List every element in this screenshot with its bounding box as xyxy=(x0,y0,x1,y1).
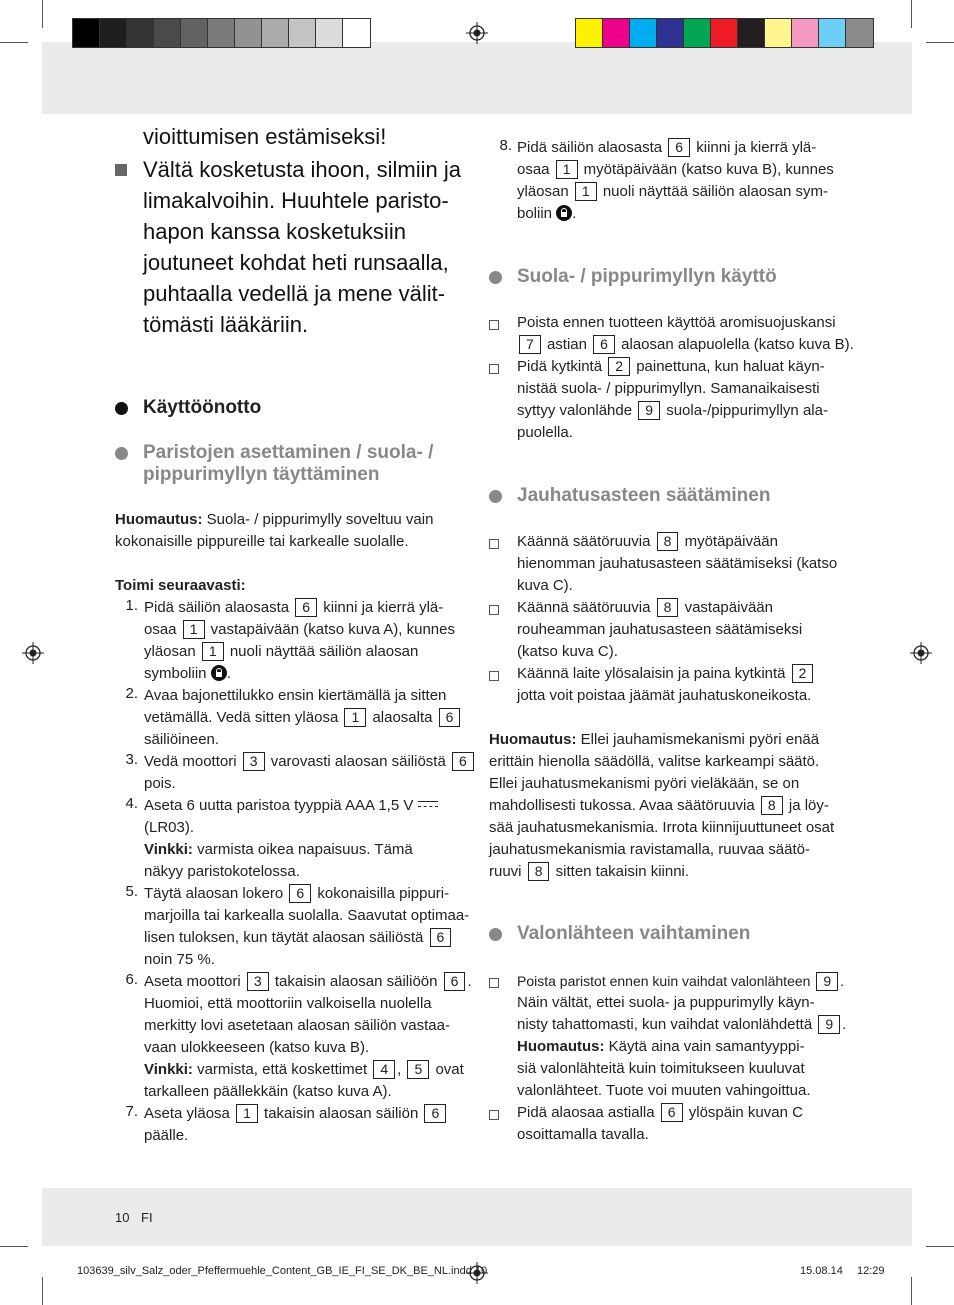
heading-text: Jauhatusasteen säätäminen xyxy=(517,485,771,506)
text: varovasti alaosan säiliöstä xyxy=(270,753,446,770)
text: astian xyxy=(546,336,587,353)
checkbox-bullet-icon xyxy=(489,320,499,330)
part-ref-box: 6 xyxy=(289,884,311,903)
text: . xyxy=(572,205,577,222)
step-7-line: päälle. xyxy=(144,1127,189,1144)
step-1-line xyxy=(144,663,231,685)
color-swatch xyxy=(738,19,765,47)
grayscale-color-bar xyxy=(72,18,371,48)
text: , xyxy=(397,1061,402,1078)
part-ref-box: 8 xyxy=(657,598,679,617)
part-ref-box: 1 xyxy=(556,160,578,179)
step-5-line xyxy=(144,883,449,905)
part-ref-box: 9 xyxy=(818,1015,840,1034)
part-ref-box: 6 xyxy=(444,972,466,991)
grind-item-2 xyxy=(517,597,773,619)
color-swatch xyxy=(154,19,181,47)
crop-mark xyxy=(42,0,43,28)
use-item-2: nistää suola- / pippurimyllyn. Samanaikaisesti xyxy=(517,380,820,397)
text: boliin xyxy=(517,205,553,222)
text: varmista oikea napaisuus. Tämä xyxy=(192,841,413,858)
crop-mark xyxy=(926,42,954,43)
text: Pidä säiliön alaosasta xyxy=(517,139,663,156)
color-swatch xyxy=(711,19,738,47)
slug-date: 15.08.14 xyxy=(800,1265,843,1277)
text: vastapäivään (katso kuva A), kunnes xyxy=(210,621,455,638)
part-ref-box: 1 xyxy=(575,182,597,201)
text: Käännä säätöruuvia xyxy=(517,599,651,616)
part-ref-box: 9 xyxy=(816,972,838,991)
language-code: FI xyxy=(141,1210,153,1225)
registration-mark-icon xyxy=(910,642,932,664)
warning-line: puhtaalla vedellä ja mene välit- xyxy=(143,281,446,306)
light-item-1: Näin vältät, ettei suola- ja puppurimylly käyn- xyxy=(517,994,815,1011)
part-ref-box: 7 xyxy=(519,335,541,354)
registration-mark-icon xyxy=(466,22,488,44)
step-5-line: marjoilla tai karkealla suolalla. Saavutat optimaa- xyxy=(144,907,470,924)
lock-icon xyxy=(556,205,572,221)
lock-icon xyxy=(211,665,227,681)
step-number: 3. xyxy=(125,751,138,768)
part-ref-box: 1 xyxy=(183,620,205,639)
grind-item-1: kuva C). xyxy=(517,577,573,594)
file-slug: 103639_silv_Salz_oder_Pfeffermuehle_Content_GB_IE_FI_SE_DK_BE_NL.indd 10 xyxy=(77,1265,488,1277)
heading-text: Valonlähteen vaihtaminen xyxy=(517,923,751,944)
registration-mark-icon xyxy=(22,642,44,664)
use-item-2: puolella. xyxy=(517,424,573,441)
warning-line: tömästi lääkäriin. xyxy=(143,312,309,337)
text: . xyxy=(467,973,472,990)
color-swatch xyxy=(576,19,603,47)
light-item-2 xyxy=(517,1102,803,1124)
heading-text: Suola- / pippurimyllyn käyttö xyxy=(517,266,777,287)
step-4-line: (LR03). xyxy=(144,819,195,836)
checkbox-bullet-icon xyxy=(489,539,499,549)
part-ref-box: 2 xyxy=(608,357,630,376)
part-ref-box: 6 xyxy=(668,138,690,157)
step-3-line: pois. xyxy=(144,775,176,792)
step-1-line xyxy=(144,619,455,641)
color-swatch xyxy=(657,19,684,47)
note-text: Suola- / pippurimylly soveltuu vain xyxy=(202,511,434,528)
warning-line: hapon kanssa kosketuksiin xyxy=(143,219,406,244)
text: . xyxy=(226,665,231,682)
crop-mark xyxy=(911,1277,912,1305)
color-swatch xyxy=(684,19,711,47)
step-number: 1. xyxy=(125,597,138,614)
text: alaosan alapuolella (katso kuva B). xyxy=(621,336,854,353)
part-ref-box: 8 xyxy=(657,532,679,551)
text: ja löy- xyxy=(788,797,829,814)
step-number: 2. xyxy=(125,685,138,702)
color-swatch xyxy=(127,19,154,47)
grind-item-3: jotta voit poistaa jäämät jauhatuskoneikosta. xyxy=(517,687,812,704)
step-6-tip: tarkalleen päällekkäin (katso kuva A). xyxy=(144,1083,392,1100)
part-ref-box: 6 xyxy=(661,1103,683,1122)
color-swatch xyxy=(792,19,819,47)
color-swatch xyxy=(316,19,343,47)
text: Täytä alaosan lokero xyxy=(144,885,284,902)
text: nisty tahattomasti, kun vaihdat valonlähdettä xyxy=(517,1016,813,1033)
bullet-dot-icon xyxy=(489,928,502,941)
text: kiinni ja kierrä ylä- xyxy=(323,599,444,616)
crop-mark xyxy=(42,1277,43,1305)
text: Aseta 6 uutta paristoa tyyppiä AAA 1,5 V xyxy=(144,797,414,814)
step-2-line: Avaa bajonettilukko ensin kiertämällä ja sitten xyxy=(144,687,447,704)
step-number: 5. xyxy=(125,883,138,900)
grind-item-2: (katso kuva C). xyxy=(517,643,618,660)
color-swatch xyxy=(208,19,235,47)
text: osaa xyxy=(144,621,177,638)
text: painettuna, kun haluat käyn- xyxy=(636,358,825,375)
checkbox-bullet-icon xyxy=(489,605,499,615)
color-swatch xyxy=(100,19,127,47)
step-5-line: noin 75 %. xyxy=(144,951,215,968)
steps-label xyxy=(115,575,246,597)
part-ref-box: 3 xyxy=(243,752,265,771)
use-item-2 xyxy=(517,400,828,422)
grind-note-line: Ellei jauhatusmekanismi pyöri vieläkään, se on xyxy=(489,775,800,792)
step-6-line: vaan ulokkeeseen (katso kuva B). xyxy=(144,1039,370,1056)
text: suola-/pippurimyllyn ala- xyxy=(666,402,828,419)
step-1-line xyxy=(144,641,418,663)
part-ref-box: 8 xyxy=(528,862,550,881)
step-8-line xyxy=(517,159,834,181)
text: myötäpäivään (katso kuva B), kunnes xyxy=(583,161,834,178)
text: Aseta yläosa xyxy=(144,1105,230,1122)
square-bullet-icon xyxy=(115,164,127,176)
text: Ellei jauhamismekanismi pyöri enää xyxy=(576,731,820,748)
text: sitten takaisin kiinni. xyxy=(555,863,690,880)
grind-note-line: erittäin hienolla säädöllä, valitse karkeampi säätö. xyxy=(489,753,820,770)
note-line xyxy=(115,509,433,531)
grind-item-1 xyxy=(517,531,778,553)
text: Pidä alaosaa astialla xyxy=(517,1104,655,1121)
light-item-1-note: valonlähteet. Tuote voi muuten vahingoittua. xyxy=(517,1082,811,1099)
color-swatch xyxy=(603,19,630,47)
note-label: Huomautus: xyxy=(489,731,577,748)
heading-text: Paristojen asettaminen / suola- / xyxy=(143,442,434,463)
color-swatch xyxy=(262,19,289,47)
grind-note-line xyxy=(489,795,829,817)
text: nuoli näyttää säiliön alaosan sym- xyxy=(602,183,828,200)
grind-note-line xyxy=(489,861,689,883)
step-7-line xyxy=(144,1103,448,1125)
step-4-line xyxy=(144,795,438,817)
use-item-2 xyxy=(517,356,825,378)
step-number: 8. xyxy=(499,137,512,154)
color-swatch xyxy=(819,19,846,47)
bullet-dot-icon xyxy=(115,447,128,460)
slug-time: 12:29 xyxy=(857,1265,885,1277)
text: ruuvi xyxy=(489,863,522,880)
light-item-1-note: siä valonlähteitä kuin toimitukseen kuuluvat xyxy=(517,1060,805,1077)
text: takaisin alaosan säiliöön xyxy=(274,973,438,990)
light-item-1 xyxy=(517,1014,846,1036)
light-item-2: osoittamalla tavalla. xyxy=(517,1126,649,1143)
text: . xyxy=(840,973,845,989)
step-4-tip xyxy=(144,839,413,861)
note-line: kokonaisille pippureille tai karkealle suolalle. xyxy=(115,533,409,550)
light-item-1 xyxy=(517,970,844,992)
text: Pidä säiliön alaosasta xyxy=(144,599,290,616)
text: vetämällä. Vedä sitten yläosa xyxy=(144,709,339,726)
part-ref-box: 3 xyxy=(247,972,269,991)
text: Vedä moottori xyxy=(144,753,237,770)
bullet-dot-icon xyxy=(489,271,502,284)
text: Käännä säätöruuvia xyxy=(517,533,651,550)
step-6-line: merkitty lovi asetetaan alaosan säiliön vastaa- xyxy=(144,1017,450,1034)
text: alaosalta xyxy=(372,709,433,726)
warning-line: joutuneet kohdat heti runsaalla, xyxy=(143,250,449,275)
step-8-line xyxy=(517,203,576,225)
heading-text: Käyttöönotto xyxy=(143,397,262,418)
grind-note-line: sää jauhatusmekanismia. Irrota kiinnijuuttuneet osat xyxy=(489,819,835,836)
top-band xyxy=(42,42,912,114)
intro-text xyxy=(143,121,503,152)
text: symboliin xyxy=(144,665,207,682)
process-color-bar xyxy=(575,18,874,48)
note-label: Huomautus: xyxy=(517,1038,605,1055)
warning-line: limakalvoihin. Huuhtele paristo- xyxy=(143,188,449,213)
text: Aseta moottori xyxy=(144,973,241,990)
crop-mark xyxy=(0,1246,28,1247)
step-2-line xyxy=(144,707,462,729)
bullet-dot-icon xyxy=(489,490,502,503)
part-ref-box: 9 xyxy=(638,401,660,420)
step-6-line: Huomioi, että moottoriin valkoisella nuolella xyxy=(144,995,432,1012)
part-ref-box: 8 xyxy=(761,796,783,815)
part-ref-box: 6 xyxy=(295,598,317,617)
step-number: 7. xyxy=(125,1103,138,1120)
color-swatch xyxy=(181,19,208,47)
warning-text xyxy=(143,154,503,340)
light-item-1-note xyxy=(517,1036,805,1058)
tip-label: Vinkki: xyxy=(144,841,193,858)
text: vastapäivään xyxy=(684,599,773,616)
grind-note-line xyxy=(489,729,819,751)
color-swatch xyxy=(846,19,873,47)
part-ref-box: 6 xyxy=(439,708,461,727)
grind-item-1: hienomman jauhatusasteen säätämiseksi (katso xyxy=(517,555,838,572)
text: Poista paristot ennen kuin vaihdat valonlähteen xyxy=(517,973,811,989)
use-item-1: Poista ennen tuotteen käyttöä aromisuojuskansi xyxy=(517,314,836,331)
text: ovat xyxy=(435,1061,464,1078)
step-2-line: säiliöineen. xyxy=(144,731,220,748)
step-5-line xyxy=(144,927,453,949)
step-number: 4. xyxy=(125,795,138,812)
text: kiinni ja kierrä ylä- xyxy=(696,139,817,156)
text: nuoli näyttää säiliön alaosan xyxy=(229,643,419,660)
text: takaisin alaosan säiliön xyxy=(264,1105,419,1122)
part-ref-box: 6 xyxy=(430,928,452,947)
text: myötäpäivään xyxy=(684,533,778,550)
step-3-line xyxy=(144,751,476,773)
step-number: 6. xyxy=(125,971,138,988)
intro-line: vioittumisen estämiseksi! xyxy=(143,124,387,149)
step-6-line xyxy=(144,971,472,993)
grind-note-line: jauhatusmekanismia ravistamalla, ruuvaa säätö- xyxy=(489,841,810,858)
text: syttyy valonlähde xyxy=(517,402,633,419)
text: osaa xyxy=(517,161,550,178)
checkbox-bullet-icon xyxy=(489,1110,499,1120)
checkbox-bullet-icon xyxy=(489,978,499,988)
warning-line: Vältä kosketusta ihoon, silmiin ja xyxy=(143,157,461,182)
steps-label-text: Toimi seuraavasti: xyxy=(115,577,246,594)
part-ref-box: 5 xyxy=(407,1060,429,1079)
color-swatch xyxy=(235,19,262,47)
page-number: 10 xyxy=(115,1210,130,1225)
text: Käytä aina vain samantyyppi- xyxy=(604,1038,805,1055)
color-swatch xyxy=(73,19,100,47)
part-ref-box: 6 xyxy=(424,1104,446,1123)
part-ref-box: 6 xyxy=(452,752,474,771)
part-ref-box: 1 xyxy=(236,1104,258,1123)
text: yläosan xyxy=(144,643,196,660)
part-ref-box: 4 xyxy=(373,1060,395,1079)
text: ylöspäin kuvan C xyxy=(688,1104,803,1121)
crop-mark xyxy=(911,0,912,28)
step-8-line xyxy=(517,137,816,159)
grind-item-2: rouheamman jauhatusasteen säätämiseksi xyxy=(517,621,803,638)
part-ref-box: 1 xyxy=(344,708,366,727)
part-ref-box: 6 xyxy=(593,335,615,354)
step-4-tip: näkyy paristokotelossa. xyxy=(144,863,300,880)
color-swatch xyxy=(765,19,792,47)
text: varmista, että koskettimet xyxy=(192,1061,368,1078)
part-ref-box: 1 xyxy=(202,642,224,661)
text: Pidä kytkintä xyxy=(517,358,603,375)
text: yläosan xyxy=(517,183,569,200)
bullet-dot-icon xyxy=(115,402,128,415)
part-ref-box: 2 xyxy=(792,664,814,683)
text: Käännä laite ylösalaisin ja paina kytkintä xyxy=(517,665,786,682)
crop-mark xyxy=(0,42,28,43)
text: . xyxy=(842,1016,847,1033)
grind-item-3 xyxy=(517,663,815,685)
bottom-band xyxy=(42,1188,912,1246)
color-swatch xyxy=(630,19,657,47)
color-swatch xyxy=(343,19,370,47)
color-swatch xyxy=(289,19,316,47)
checkbox-bullet-icon xyxy=(489,671,499,681)
dc-symbol-icon xyxy=(418,801,438,809)
tip-label: Vinkki: xyxy=(144,1061,193,1078)
step-6-tip xyxy=(144,1059,464,1081)
use-item-1 xyxy=(517,334,854,356)
crop-mark xyxy=(926,1246,954,1247)
step-8-line xyxy=(517,181,828,203)
note-label: Huomautus: xyxy=(115,511,203,528)
text: kokonaisilla pippuri- xyxy=(317,885,450,902)
checkbox-bullet-icon xyxy=(489,364,499,374)
text: mahdollisesti tukossa. Avaa säätöruuvia xyxy=(489,797,755,814)
text: lisen tuloksen, kun täytät alaosan säiliöstä xyxy=(144,929,424,946)
step-1-line xyxy=(144,597,443,619)
heading-text: pippurimyllyn täyttäminen xyxy=(143,464,380,485)
